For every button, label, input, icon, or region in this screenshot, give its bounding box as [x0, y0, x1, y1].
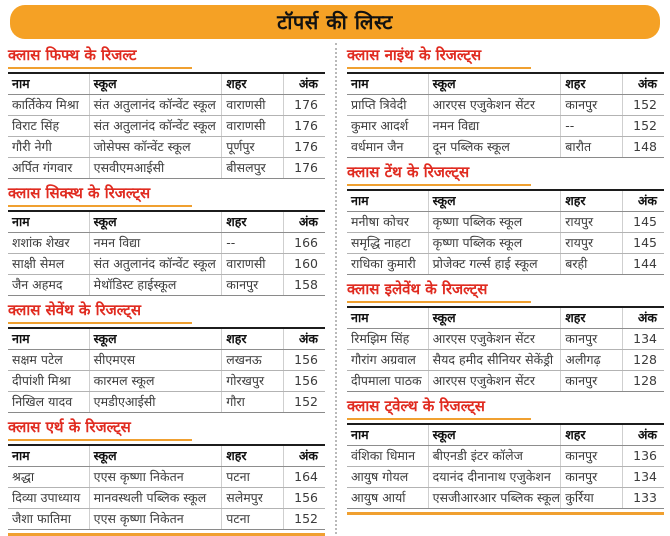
section-title: क्लास ट्वेल्थ के रिजल्ट्स	[347, 397, 485, 415]
cell-city: वाराणसी	[222, 116, 284, 137]
cell-name: निखिल यादव	[8, 392, 89, 413]
cell-city: कानपुर	[561, 95, 623, 116]
col-header-name: नाम	[8, 211, 89, 233]
cell-city: रायपुर	[561, 212, 623, 233]
col-header-marks: अंक	[623, 190, 664, 212]
cell-school: दयानंद दीनानाथ एजुकेशन	[428, 467, 561, 488]
cell-city: बीसलपुर	[222, 158, 284, 179]
cell-name: दिव्या उपाध्याय	[8, 488, 89, 509]
cell-marks: 166	[284, 233, 325, 254]
cell-school: कृष्णा पब्लिक स्कूल	[428, 212, 561, 233]
col-header-name: नाम	[8, 73, 89, 95]
cell-marks: 152	[623, 95, 664, 116]
cell-city: बरही	[561, 254, 623, 275]
cell-city: वाराणसी	[222, 95, 284, 116]
table-row	[8, 392, 325, 413]
cell-school: मानवस्थली पब्लिक स्कूल	[89, 488, 222, 509]
col-header-marks: अंक	[623, 424, 664, 446]
cell-school: एसजीआरआर पब्लिक स्कूल	[428, 488, 561, 509]
table-row	[347, 233, 664, 254]
section-underline	[347, 67, 531, 69]
table-row	[8, 233, 325, 254]
cell-city: पूर्णपुर	[222, 137, 284, 158]
cell-city: कानपुर	[561, 446, 623, 467]
cell-marks: 128	[623, 371, 664, 392]
two-column-layout	[0, 41, 670, 536]
col-header-city: शहर	[222, 328, 284, 350]
table-row	[8, 488, 325, 509]
col-header-name: नाम	[347, 73, 428, 95]
results-table	[347, 189, 664, 275]
table-row	[347, 488, 664, 509]
col-header-city: शहर	[561, 73, 623, 95]
results-table	[8, 327, 325, 413]
col-header-city: शहर	[561, 190, 623, 212]
section-title: क्लास एर्थ के रिजल्ट्स	[8, 418, 131, 436]
cell-name: अर्पित गंगवार	[8, 158, 89, 179]
cell-marks: 158	[284, 275, 325, 296]
section-class-eighth	[8, 418, 325, 536]
cell-name: आयुष गोयल	[347, 467, 428, 488]
cell-marks: 156	[284, 488, 325, 509]
left-column	[4, 41, 335, 536]
col-header-marks: अंक	[623, 307, 664, 329]
right-column	[335, 41, 666, 536]
table-header-row	[8, 211, 325, 233]
section-underline	[8, 439, 192, 441]
cell-school: जोसेफ्स कॉन्वेंट स्कूल	[89, 137, 222, 158]
cell-name: सक्षम पटेल	[8, 350, 89, 371]
table-row	[347, 137, 664, 158]
col-header-city: शहर	[222, 73, 284, 95]
cell-school: संत अतुलानंद कॉन्वेंट स्कूल	[89, 254, 222, 275]
cell-name: जैशा फातिमा	[8, 509, 89, 530]
cell-school: मेथॉडिस्ट हाईस्कूल	[89, 275, 222, 296]
cell-name: वर्धमान जैन	[347, 137, 428, 158]
cell-marks: 148	[623, 137, 664, 158]
col-header-marks: अंक	[284, 328, 325, 350]
cell-name: साक्षी सेमल	[8, 254, 89, 275]
results-table	[8, 210, 325, 296]
table-row	[347, 371, 664, 392]
section-title: क्लास सेवेंथ के रिजल्ट्स	[8, 301, 142, 319]
cell-marks: 152	[284, 509, 325, 530]
cell-marks: 176	[284, 137, 325, 158]
cell-name: समृद्धि नाहटा	[347, 233, 428, 254]
cell-city: --	[222, 233, 284, 254]
col-header-school: स्कूल	[428, 307, 561, 329]
cell-name: दीपमाला पाठक	[347, 371, 428, 392]
section-title: क्लास नाइंथ के रिजल्ट्स	[347, 46, 482, 64]
col-header-marks: अंक	[284, 445, 325, 467]
section-class-eleventh	[347, 280, 664, 392]
results-table	[347, 72, 664, 158]
table-header-row	[347, 73, 664, 95]
cell-school: नमन विद्या	[89, 233, 222, 254]
cell-marks: 176	[284, 116, 325, 137]
col-header-name: नाम	[347, 307, 428, 329]
cell-marks: 144	[623, 254, 664, 275]
table-header-row	[347, 307, 664, 329]
col-header-marks: अंक	[284, 73, 325, 95]
cell-name: गौरांग अग्रवाल	[347, 350, 428, 371]
cell-city: कानपुर	[561, 371, 623, 392]
table-row	[347, 254, 664, 275]
cell-marks: 128	[623, 350, 664, 371]
table-row	[8, 509, 325, 530]
col-header-school: स्कूल	[428, 424, 561, 446]
cell-school: दून पब्लिक स्कूल	[428, 137, 561, 158]
table-row	[8, 275, 325, 296]
table-row	[8, 137, 325, 158]
col-header-name: नाम	[347, 190, 428, 212]
cell-marks: 176	[284, 158, 325, 179]
section-underline	[347, 184, 531, 186]
cell-name: आयुष आर्या	[347, 488, 428, 509]
col-header-school: स्कूल	[89, 328, 222, 350]
section-class-sixth	[8, 184, 325, 296]
cell-school: कारमल स्कूल	[89, 371, 222, 392]
section-class-twelfth	[347, 397, 664, 515]
cell-city: सलेमपुर	[222, 488, 284, 509]
cell-school: एएस कृष्णा निकेतन	[89, 509, 222, 530]
cell-school: एमडीएआईसी	[89, 392, 222, 413]
section-class-seventh	[8, 301, 325, 413]
table-row	[347, 212, 664, 233]
table-row	[8, 254, 325, 275]
cell-city: लखनऊ	[222, 350, 284, 371]
table-header-row	[8, 328, 325, 350]
cell-school: एसवीएमआईसी	[89, 158, 222, 179]
table-header-row	[8, 73, 325, 95]
table-row	[347, 446, 664, 467]
cell-name: विराट सिंह	[8, 116, 89, 137]
section-title: क्लास सिक्स्थ के रिजल्ट्स	[8, 184, 151, 202]
table-row	[347, 329, 664, 350]
cell-city: कानपुर	[222, 275, 284, 296]
cell-city: गोरखपुर	[222, 371, 284, 392]
section-class-ninth	[347, 46, 664, 158]
section-title: क्लास इलेवेंथ के रिजल्ट्स	[347, 280, 488, 298]
cell-city: पटना	[222, 467, 284, 488]
col-header-city: शहर	[561, 307, 623, 329]
table-row	[8, 467, 325, 488]
col-header-school: स्कूल	[428, 190, 561, 212]
results-table	[347, 306, 664, 392]
section-class-tenth	[347, 163, 664, 275]
table-header-row	[347, 424, 664, 446]
cell-marks: 145	[623, 233, 664, 254]
col-header-name: नाम	[8, 328, 89, 350]
section-title: क्लास फिफ्थ के रिजल्ट	[8, 46, 137, 64]
cell-school: एएस कृष्णा निकेतन	[89, 467, 222, 488]
results-table	[8, 72, 325, 179]
cell-school: प्रोजेक्ट गर्ल्स हाई स्कूल	[428, 254, 561, 275]
cell-name: प्राप्ति त्रिवेदी	[347, 95, 428, 116]
column-divider	[335, 43, 337, 534]
col-header-school: स्कूल	[89, 73, 222, 95]
section-underline	[8, 205, 192, 207]
cell-marks: 133	[623, 488, 664, 509]
cell-marks: 134	[623, 467, 664, 488]
col-header-city: शहर	[561, 424, 623, 446]
table-row	[347, 116, 664, 137]
cell-marks: 156	[284, 371, 325, 392]
table-row	[8, 116, 325, 137]
cell-school: आरएस एजुकेशन सेंटर	[428, 95, 561, 116]
section-underline	[8, 67, 192, 69]
results-table	[347, 423, 664, 509]
section-underline	[347, 418, 531, 420]
cell-marks: 134	[623, 329, 664, 350]
column-bottom-rule	[347, 512, 664, 515]
section-underline	[8, 322, 192, 324]
cell-name: गौरी नेगी	[8, 137, 89, 158]
cell-name: राधिका कुमारी	[347, 254, 428, 275]
cell-marks: 176	[284, 95, 325, 116]
page	[0, 5, 670, 526]
cell-marks: 160	[284, 254, 325, 275]
cell-city: रायपुर	[561, 233, 623, 254]
cell-school: संत अतुलानंद कॉन्वेंट स्कूल	[89, 116, 222, 137]
cell-school: संत अतुलानंद कॉन्वेंट स्कूल	[89, 95, 222, 116]
table-row	[347, 350, 664, 371]
col-header-city: शहर	[222, 445, 284, 467]
table-row	[8, 350, 325, 371]
page-title-banner: टॉपर्स की लिस्ट	[10, 5, 660, 39]
col-header-city: शहर	[222, 211, 284, 233]
table-row	[347, 467, 664, 488]
table-row	[347, 95, 664, 116]
cell-city: वाराणसी	[222, 254, 284, 275]
section-class-fifth	[8, 46, 325, 179]
cell-school: सीएमएस	[89, 350, 222, 371]
cell-school: कृष्णा पब्लिक स्कूल	[428, 233, 561, 254]
cell-name: श्रद्धा	[8, 467, 89, 488]
results-table	[8, 444, 325, 530]
col-header-name: नाम	[347, 424, 428, 446]
cell-marks: 152	[623, 116, 664, 137]
col-header-school: स्कूल	[428, 73, 561, 95]
cell-marks: 164	[284, 467, 325, 488]
table-header-row	[347, 190, 664, 212]
cell-name: मनीषा कोचर	[347, 212, 428, 233]
cell-school: आरएस एजुकेशन सेंटर	[428, 329, 561, 350]
cell-marks: 136	[623, 446, 664, 467]
cell-marks: 152	[284, 392, 325, 413]
col-header-school: स्कूल	[89, 445, 222, 467]
col-header-school: स्कूल	[89, 211, 222, 233]
col-header-name: नाम	[8, 445, 89, 467]
cell-name: वंशिका धिमान	[347, 446, 428, 467]
col-header-marks: अंक	[284, 211, 325, 233]
cell-city: अलीगढ़	[561, 350, 623, 371]
cell-city: कुर्रिया	[561, 488, 623, 509]
table-row	[8, 371, 325, 392]
cell-name: दीपांशी मिश्रा	[8, 371, 89, 392]
table-row	[8, 95, 325, 116]
cell-name: कुमार आदर्श	[347, 116, 428, 137]
cell-city: कानपुर	[561, 467, 623, 488]
cell-name: रिमझिम सिंह	[347, 329, 428, 350]
table-row	[8, 158, 325, 179]
cell-city: बारौत	[561, 137, 623, 158]
cell-city: गौरा	[222, 392, 284, 413]
cell-school: आरएस एजुकेशन सेंटर	[428, 371, 561, 392]
cell-name: कार्तिकेय मिश्रा	[8, 95, 89, 116]
section-title: क्लास टेंथ के रिजल्ट्स	[347, 163, 470, 181]
table-header-row	[8, 445, 325, 467]
cell-name: जैन अहमद	[8, 275, 89, 296]
cell-marks: 156	[284, 350, 325, 371]
cell-school: सैयद हमीद सीनियर सेकेंड्री	[428, 350, 561, 371]
cell-school: नमन विद्या	[428, 116, 561, 137]
col-header-marks: अंक	[623, 73, 664, 95]
cell-school: बीएनडी इंटर कॉलेज	[428, 446, 561, 467]
cell-city: कानपुर	[561, 329, 623, 350]
section-underline	[347, 301, 531, 303]
cell-city: --	[561, 116, 623, 137]
cell-name: शशांक शेखर	[8, 233, 89, 254]
cell-marks: 145	[623, 212, 664, 233]
cell-city: पटना	[222, 509, 284, 530]
